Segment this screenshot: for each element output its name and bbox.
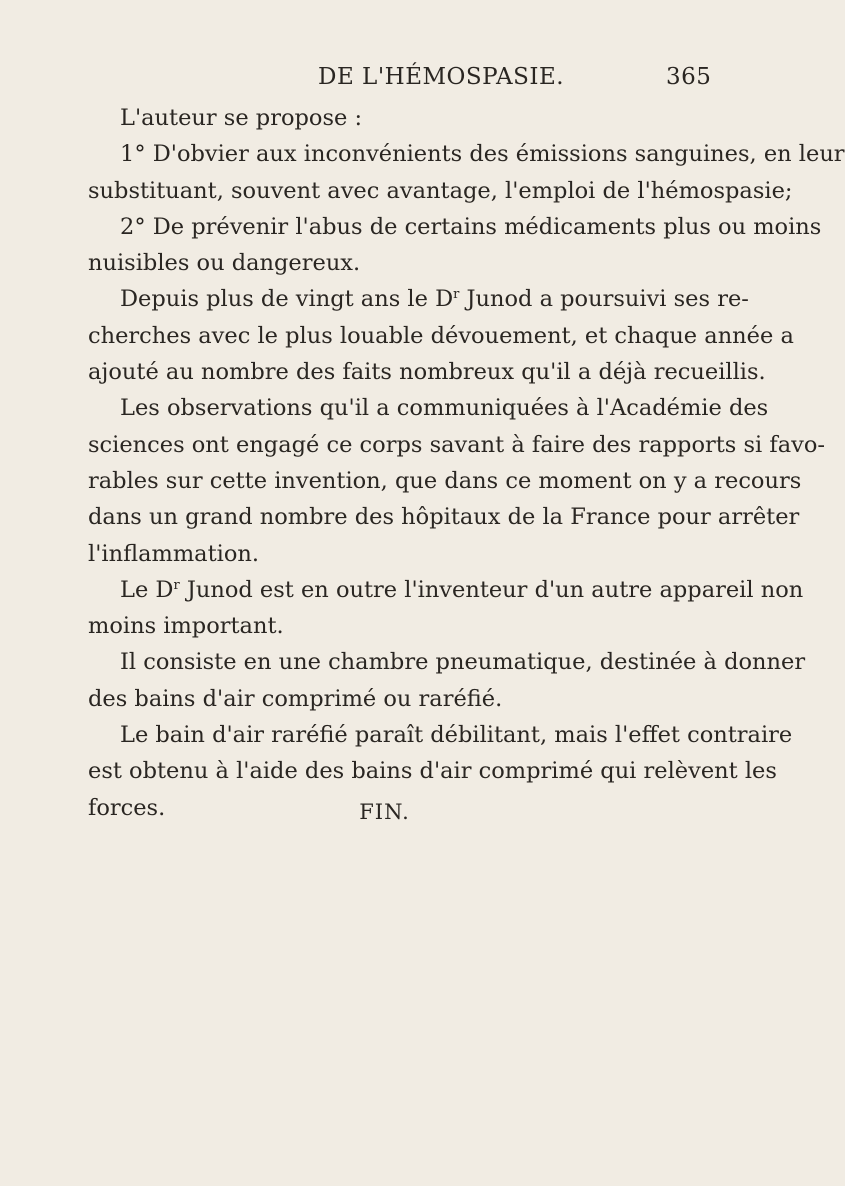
text-line: dans un grand nombre des hôpitaux de la France pour arrêter	[88, 504, 800, 531]
text-line: forces.	[88, 794, 166, 821]
text-line: des bains d'air comprimé ou raréfié.	[88, 685, 503, 712]
end-mark-text: FIN.	[359, 800, 410, 824]
text-line: ajouté au nombre des faits nombreux qu'il a déjà recueillis.	[88, 359, 766, 386]
superscript-r: r	[173, 577, 180, 593]
text-line: l'inflammation.	[88, 540, 260, 567]
text-line: Il consiste en une chambre pneumatique, destinée à donner	[120, 649, 806, 676]
text-line: Les observations qu'il a communiquées à l'Académie des	[120, 395, 769, 422]
text-line: nuisibles ou dangereux.	[88, 250, 361, 277]
end-mark	[0, 800, 801, 824]
text-fragment: Depuis plus de vingt ans le D	[120, 286, 454, 313]
text-fragment: Junod est en outre l'inventeur d'un autre appareil non	[179, 576, 804, 603]
text-line: 2° De prévenir l'abus de certains médicaments plus ou moins	[120, 213, 822, 240]
superscript-r: r	[453, 287, 460, 303]
running-head	[0, 60, 801, 100]
text-line: sciences ont engagé ce corps savant à faire des rapports si favo-	[88, 431, 825, 458]
text-line: cherches avec le plus louable dévouement, et chaque année a	[88, 322, 794, 349]
text-line: substituant, souvent avec avantage, l'emploi de l'hémospasie;	[88, 177, 793, 204]
text-line: est obtenu à l'aide des bains d'air comprimé qui relèvent les	[88, 758, 777, 785]
running-title: DE L'HÉMOSPASIE.	[318, 64, 565, 90]
text-line: rables sur cette invention, que dans ce moment on y a recours	[88, 467, 802, 494]
text-line	[88, 572, 804, 608]
text-line: moins important.	[88, 613, 284, 640]
text-line: 1° D'obvier aux inconvénients des émissions sanguines, en leur	[120, 141, 845, 168]
text-line: Le bain d'air raréfié paraît débilitant, mais l'effet contraire	[120, 722, 793, 749]
body-text	[88, 100, 845, 826]
text-fragment: Junod a poursuivi ses re-	[459, 286, 749, 313]
text-line: L'auteur se propose :	[120, 105, 363, 131]
text-line	[88, 281, 749, 317]
page-number: 365	[666, 64, 712, 90]
text-fragment: Le D	[120, 576, 174, 603]
